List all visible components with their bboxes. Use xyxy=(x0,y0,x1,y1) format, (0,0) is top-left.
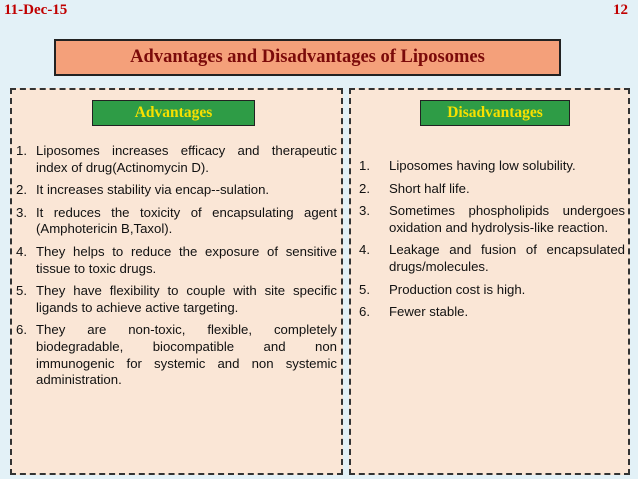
list-item xyxy=(16,205,337,238)
advantages-list xyxy=(16,143,337,395)
item-number: 4. xyxy=(359,242,370,258)
item-number: 1. xyxy=(359,158,370,173)
disadvantages-list xyxy=(359,158,625,327)
item-number: 2. xyxy=(359,180,370,196)
item-text: Liposomes increases efficacy and therapeutic index of drug(Actinomycin D). xyxy=(36,143,337,175)
item-number: 5. xyxy=(16,283,27,299)
disadvantages-panel xyxy=(349,88,630,475)
item-text: Leakage and fusion of encapsulated drugs/molecules. xyxy=(389,242,625,274)
advantages-panel xyxy=(10,88,343,475)
item-number: 6. xyxy=(16,322,27,338)
list-item xyxy=(359,158,625,175)
list-item xyxy=(16,244,337,277)
list-item xyxy=(16,322,337,388)
slide-date: 11-Dec-15 xyxy=(4,2,68,18)
item-text: They have flexibility to couple with site specific ligands to achieve active targeting. xyxy=(36,283,337,315)
item-number: 1. xyxy=(16,143,27,158)
slide-page-number: 12 xyxy=(613,2,628,18)
item-number: 6. xyxy=(359,304,370,320)
slide-title: Advantages and Disadvantages of Liposomes xyxy=(54,39,561,76)
item-text: Production cost is high. xyxy=(389,281,526,297)
item-text: Short half life. xyxy=(389,180,470,196)
list-item xyxy=(16,143,337,176)
item-number: 3. xyxy=(359,203,370,219)
item-text: It increases stability via encap--sulation. xyxy=(36,182,270,198)
list-item xyxy=(359,242,625,275)
list-item xyxy=(359,282,625,299)
item-text: Fewer stable. xyxy=(389,304,469,320)
item-number: 5. xyxy=(359,281,370,297)
advantages-heading: Advantages xyxy=(92,100,255,126)
list-item xyxy=(16,182,337,199)
list-item xyxy=(359,203,625,236)
list-item xyxy=(359,304,625,321)
item-text: They are non-toxic, flexible, completely biodegradable, biocompatible and non immunogenic for systemic and non systemic administration. xyxy=(36,322,337,388)
list-item xyxy=(16,283,337,316)
disadvantages-heading: Disadvantages xyxy=(420,100,570,126)
item-text: They helps to reduce the exposure of sensitive tissue to toxic drugs. xyxy=(36,243,337,276)
item-number: 3. xyxy=(16,204,27,220)
item-number: 2. xyxy=(16,182,27,198)
list-item xyxy=(359,181,625,198)
item-text: Sometimes phospholipids undergoes oxidation and hydrolysis-like reaction. xyxy=(389,203,625,235)
item-number: 4. xyxy=(16,243,27,259)
item-text: Liposomes having low solubility. xyxy=(389,158,576,173)
item-text: It reduces the toxicity of encapsulating agent (Amphotericin B,Taxol). xyxy=(36,204,337,237)
